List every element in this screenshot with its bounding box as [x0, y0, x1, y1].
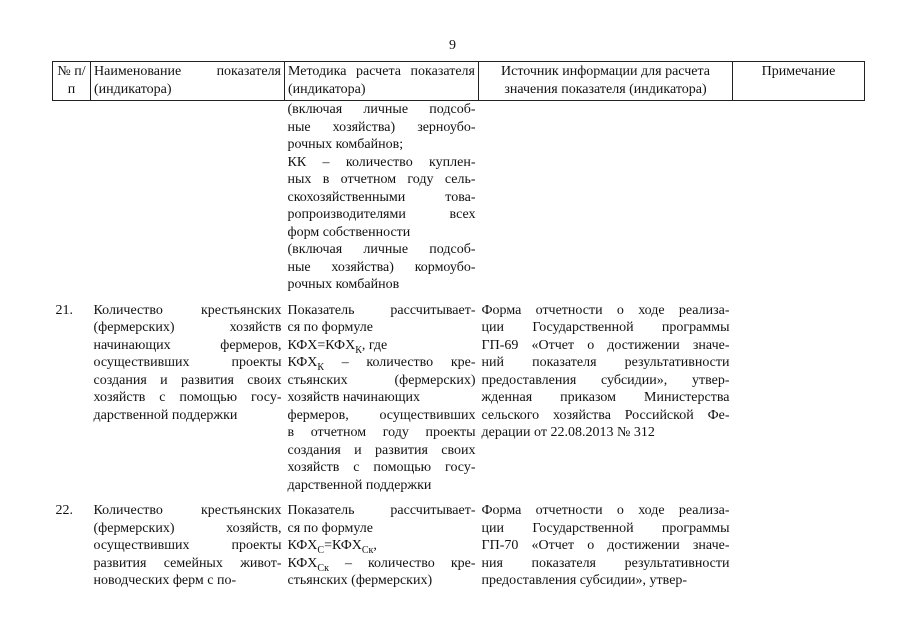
text-line: в отчетном году проекты	[287, 425, 476, 440]
text-line: Количество крестьянских	[93, 503, 282, 518]
text-line: (фермерских) хозяйств,	[93, 520, 282, 536]
text-line: осуществивших проекты	[93, 538, 282, 553]
text-line: ции Государственной программы	[481, 320, 730, 335]
text-line: $КФХ_{Ск}$ – количество кре-	[287, 555, 476, 574]
text-line: Показатель рассчитывает-	[287, 302, 476, 318]
row-source-cell	[479, 302, 733, 495]
text-line: ГП-70 «Отчет о достижении значе-	[481, 538, 730, 553]
row-number: 22.	[55, 503, 73, 518]
text-line: ний показателя результативности	[481, 355, 730, 370]
row-note-cell	[733, 502, 865, 590]
continuation-method-cell	[285, 101, 479, 294]
text-line: ных в отчетном году сель-	[287, 172, 476, 187]
row-method-cell	[285, 302, 479, 495]
text-line: скохозяйственными това-	[287, 189, 476, 205]
text-line: создания и развития своих	[93, 372, 282, 388]
row-source-cell	[479, 502, 733, 590]
text-line: хозяйств начинающих	[287, 390, 420, 405]
table-header-row	[53, 62, 865, 101]
text-line: предоставления субсидии», утвер-	[481, 372, 730, 388]
table-row	[53, 502, 865, 590]
text-line: создания и развития своих	[287, 442, 476, 458]
text-line: хозяйств с помощью госу-	[93, 390, 282, 405]
text-line: стьянских (фермерских)	[287, 372, 476, 388]
header-name: Наименование показателя (индикатора)	[91, 62, 285, 101]
table-row	[53, 302, 865, 495]
text-line: ции Государственной программы	[481, 520, 730, 536]
text-line: $КФХ=КФХ_К$, где	[287, 337, 388, 356]
text-line: начинающих фермеров,	[93, 337, 282, 353]
text-line: дарственной поддержки	[287, 477, 432, 493]
text-line: ные хозяйства) кормоубо-	[287, 259, 476, 275]
text-line: (фермерских) хозяйств	[93, 320, 282, 335]
text-line: рочных комбайнов;	[287, 137, 404, 152]
row-note-cell	[733, 302, 865, 495]
text-line: стьянских (фермерских)	[287, 573, 433, 588]
indicators-table	[52, 61, 865, 590]
text-line: хозяйств с помощью госу-	[287, 460, 476, 475]
text-line: новодческих ферм с по-	[93, 573, 237, 588]
row-number: 21.	[55, 302, 73, 318]
header-method: Методика расчета показателя (индикатора)	[285, 62, 479, 101]
text-line: дерации от 22.08.2013 № 312	[481, 425, 655, 440]
text-line: КК – количество куплен-	[287, 154, 476, 170]
text-line: $КФХ_К$ – количество кре-	[287, 355, 476, 373]
continuation-row	[53, 101, 865, 294]
text-line: ся по формуле	[287, 520, 373, 536]
text-line: форм собственности	[287, 224, 411, 240]
header-source: Источник информации для расчета значения показателя (индикатора)	[479, 62, 733, 101]
row-name-cell	[91, 502, 285, 590]
text-line: (включая личные подсоб-	[287, 102, 476, 117]
text-line: жденная приказом Министерства	[481, 390, 730, 405]
text-line: ГП-69 «Отчет о достижении значе-	[481, 337, 730, 353]
text-line: $КФХ_С=КФХ_{Ск}$,	[287, 538, 377, 556]
text-line: Форма отчетности о ходе реализа-	[481, 302, 730, 318]
text-line: ропроизводителями всех	[287, 207, 476, 222]
text-line: дарственной поддержки	[93, 407, 238, 423]
text-line: ся по формуле	[287, 320, 373, 335]
text-line: рочных комбайнов	[287, 277, 400, 292]
text-line: ные хозяйства) зерноубо-	[287, 119, 476, 135]
text-line: фермеров, осуществивших	[287, 407, 476, 423]
row-name-cell	[91, 302, 285, 495]
text-line: Количество крестьянских	[93, 302, 282, 318]
header-number: № п/п	[53, 62, 91, 101]
page-number: 9	[449, 38, 456, 53]
text-line: развития семейных живот-	[93, 555, 282, 571]
text-line: предоставления субсидии», утвер-	[481, 573, 688, 588]
text-line: (включая личные подсоб-	[287, 242, 476, 257]
row-method-cell	[285, 502, 479, 590]
text-line: Форма отчетности о ходе реализа-	[481, 503, 730, 518]
text-line: ния показателя результативности	[481, 555, 730, 571]
text-line: сельского хозяйства Российской Фе-	[481, 407, 730, 423]
header-note: Примечание	[733, 62, 865, 101]
text-line: Показатель рассчитывает-	[287, 503, 476, 518]
text-line: осуществивших проекты	[93, 355, 282, 370]
